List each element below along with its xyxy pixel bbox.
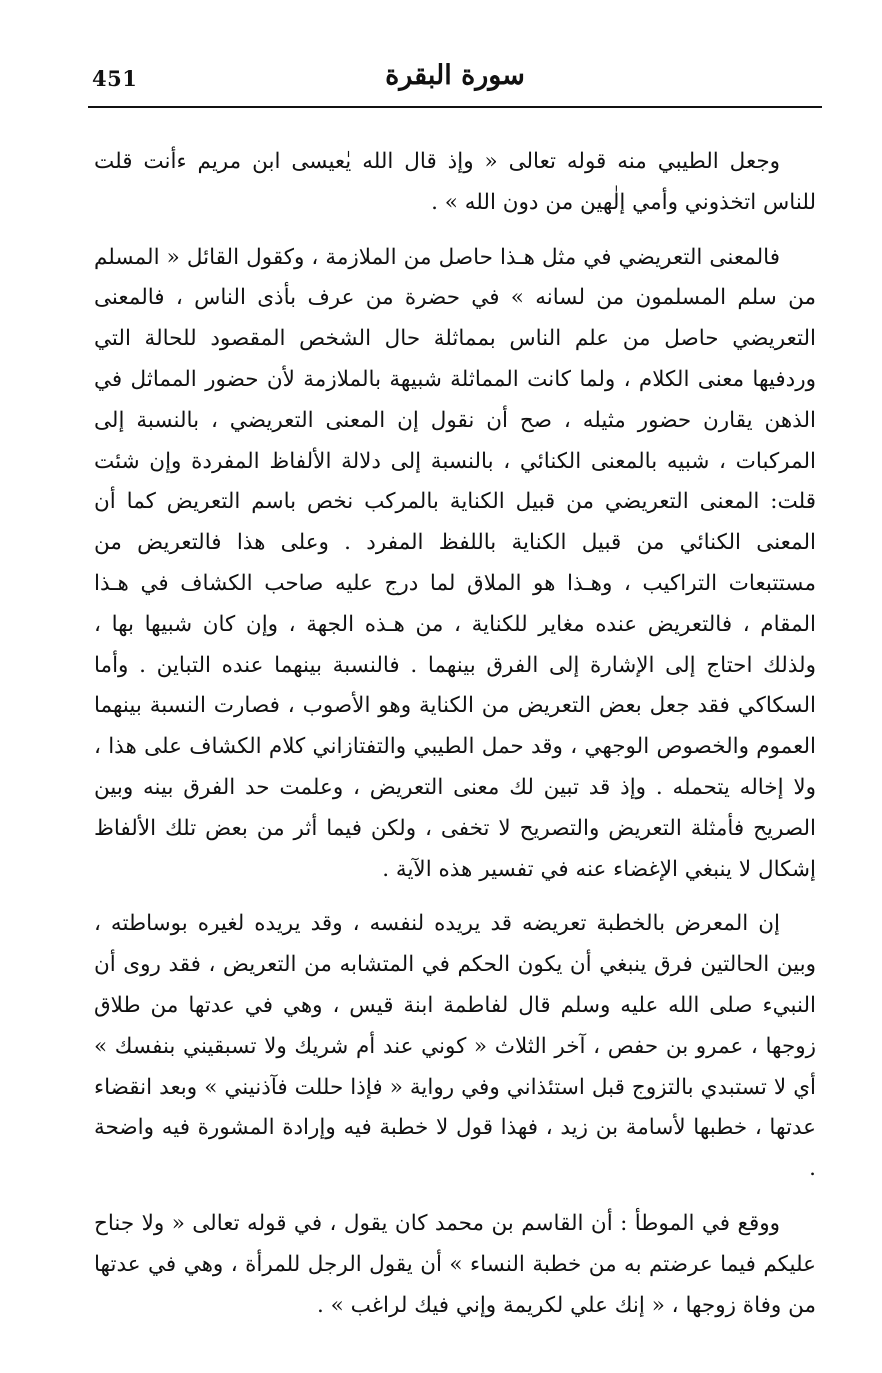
- page-number: 451: [92, 66, 138, 91]
- running-title: سورة البقرة: [385, 60, 525, 91]
- page-header: [88, 60, 822, 106]
- paragraph: إن المعرض بالخطبة تعريضه قد يريده لنفسه ، وقد يريده لغيره بوساطته ، وبين الحالتين فرق ينبغي أن يكون الحكم في المتشابه من التعريض ، فقد روى أن النبيء صلى الله عليه وسلم قال لفاطمة ابنة قيس ، وهي في عدتها من طلاق زوجها ، عمرو بن حفص ، آخر الثلاث « كوني عند أم شريك ولا تسبقيني بنفسك » أي لا تستبدي بالتزوج قبل استئذاني وفي رواية « فإذا حللت فآذنيني » وبعد انقضاء عدتها ، خطبها لأسامة بن زيد ، فهذا قول لا خطبة فيه وإرادة المشورة فيه واضحة .: [94, 911, 816, 1182]
- paragraph: ووقع في الموطأ : أن القاسم بن محمد كان يقول ، في قوله تعالى « ولا جناح عليكم فيما عرضتم به من خطبة النساء » أن يقول الرجل للمرأة ، وهي في عدتها من وفاة زوجها ، « إنك علي لكريمة وإني فيك لراغب » .: [94, 1210, 816, 1318]
- header-divider: [88, 106, 822, 108]
- paragraph: فالمعنى التعريضي في مثل هـذا حاصل من الملازمة ، وكقول القائل « المسلم من سلم المسلمون من لسانه » في حضرة من عرف بأذى الناس ، فالمعنى التعريضي حاصل من علم الناس بمماثلة حال الشخص المقصود للحالة التي وردفيها معنى الكلام ، ولما كانت المماثلة شبيهة بالملازمة لأن حضور المماثل في الذهن يقارن حضور مثيله ، صح أن نقول إن المعنى التعريضي ، بالنسبة إلى المركبات ، شبيه بالمعنى الكنائي ، بالنسبة إلى دلالة الألفاظ المفردة وإن شئت قلت: المعنى التعريضي من قبيل الكناية بالمركب نخص باسم التعريض كما أن المعنى الكنائي من قبيل الكناية باللفظ المفرد . وعلى هذا فالتعريض من مستتبعات التراكيب ، وهـذا هو الملاق لما درج عليه صاحب الكشاف في هـذا المقام ، فالتعريض عنده مغاير للكناية ، من هـذه الجهة ، وإن كان شبيها بها ، ولذلك احتاج إلى الإشارة إلى الفرق بينهما . فالنسبة بينهما عنده التباين . وأما السكاكي فقد جعل بعض التعريض من الكناية وهو الأصوب ، فصارت النسبة بينهما العموم والخصوص الوجهي ، وقد حمل الطيبي والتفتازاني كلام الكشاف على هذا ، ولا إخاله يتحمله . وإذ قد تبين لك معنى التعريض ، وعلمت حد الفرق بينه وبين الصريح فأمثلة التعريض والتصريح لا تخفى ، ولكن فيما أثر من بعض تلك الألفاظ إشكال لا ينبغي الإغضاء عنه في تفسير هذه الآية .: [94, 244, 816, 882]
- paragraph: وجعل الطيبي منه قوله تعالى « وإذ قال الله يٰعيسى ابن مريم ءأنت قلت للناس اتخذوني وأمي إلٰهين من دون الله » .: [94, 149, 816, 215]
- body-text: [94, 142, 816, 1326]
